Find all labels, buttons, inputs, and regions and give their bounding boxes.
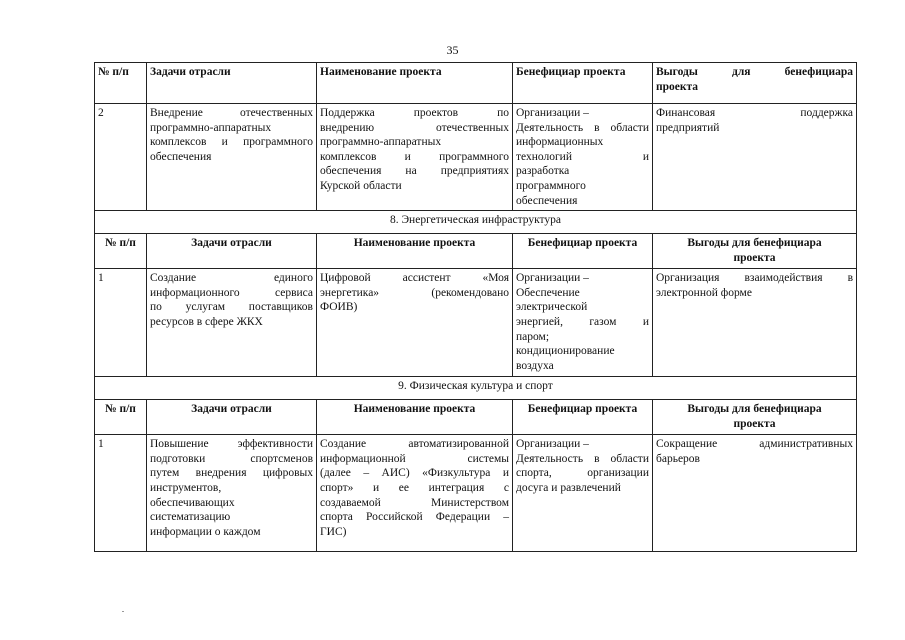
- text-line: систематизацию: [150, 511, 231, 524]
- table-row: [95, 269, 857, 377]
- text-line: Деятельность в области: [516, 452, 649, 465]
- text-line: Обеспечение: [516, 286, 580, 299]
- header-benefits-line: Выгоды для бенефициара: [687, 403, 822, 416]
- text-line: обеспечивающих: [150, 496, 235, 509]
- text-line: кондиционирование: [516, 345, 615, 358]
- row-beneficiary: [513, 269, 653, 377]
- text-line: Курской области: [320, 179, 402, 192]
- table-header-row: [95, 234, 857, 269]
- text-line: инструментов,: [150, 481, 222, 494]
- text-line: информации о каждом: [150, 525, 261, 538]
- text-line: информационного сервиса: [150, 286, 313, 299]
- text-line: обеспечения на предприятиях: [320, 165, 509, 178]
- text-line: программно-аппаратных: [320, 136, 442, 149]
- text-line: электрической: [516, 301, 588, 314]
- text-line: энергией, газом и: [516, 315, 649, 328]
- row-tasks: [147, 269, 317, 377]
- row-num: 2: [95, 104, 147, 211]
- text-line: досуга и развлечений: [516, 481, 621, 494]
- text-line: спорт» и ее интеграция с: [320, 481, 509, 494]
- header-project: Наименование проекта: [317, 400, 513, 435]
- header-num: № п/п: [95, 63, 147, 104]
- table-row: [95, 104, 857, 211]
- header-benefits-line: проекта: [733, 417, 776, 430]
- text-line: Организации –: [516, 107, 589, 119]
- table-row: [95, 435, 857, 552]
- text-line: Организация взаимодействия в: [656, 272, 853, 285]
- text-line: обеспечения: [516, 194, 578, 207]
- table-header-row: [95, 400, 857, 435]
- text-line: комплексов и программного: [150, 136, 313, 149]
- header-tasks: Задачи отрасли: [147, 234, 317, 269]
- text-line: Цифровой ассистент «Моя: [320, 272, 509, 285]
- text-line: Сокращение административных: [656, 438, 853, 451]
- text-line: электронной форме: [656, 286, 752, 299]
- header-tasks: Задачи отрасли: [147, 63, 317, 104]
- text-line: Организации –: [516, 272, 589, 285]
- header-beneficiary: Бенефициар проекта: [513, 400, 653, 435]
- text-line: (далее – АИС) «Физкультура и: [320, 467, 509, 480]
- text-line: предприятий: [656, 121, 720, 134]
- text-line: комплексов и программного: [320, 150, 509, 163]
- header-benefits-line: проекта: [733, 251, 776, 264]
- text-line: Организации –: [516, 438, 589, 451]
- text-line: воздуха: [516, 359, 554, 372]
- row-beneficiary: [513, 435, 653, 552]
- row-benefits: [653, 269, 857, 377]
- text-line: спорта Российской Федерации –: [320, 511, 509, 524]
- row-project: [317, 435, 513, 552]
- text-line: Создание единого: [150, 272, 313, 285]
- row-project: [317, 104, 513, 211]
- row-project: [317, 269, 513, 377]
- row-num: 1: [95, 435, 147, 552]
- header-beneficiary: Бенефициар проекта: [513, 234, 653, 269]
- text-line: Поддержка проектов по: [320, 107, 509, 119]
- header-num: № п/п: [95, 400, 147, 435]
- text-line: программно-аппаратных: [150, 121, 272, 134]
- text-line: информационных: [516, 136, 604, 149]
- text-line: путем внедрения цифровых: [150, 467, 313, 480]
- text-line: Создание автоматизированной: [320, 438, 509, 451]
- section-heading-row: [95, 211, 857, 234]
- text-line: технологий и: [516, 150, 649, 163]
- table-header-row: [95, 63, 857, 104]
- projects-table: [94, 62, 857, 552]
- section-title: 9. Физическая культура и спорт: [95, 377, 857, 400]
- text-line: внедрению отечественных: [320, 121, 509, 134]
- text-line: ресурсов в сфере ЖКХ: [150, 315, 263, 328]
- text-line: разработка: [516, 165, 570, 178]
- row-beneficiary: [513, 104, 653, 211]
- text-line: паром;: [516, 330, 550, 343]
- header-benefits-line: Выгоды для бенефициара: [687, 237, 822, 250]
- header-beneficiary: Бенефициар проекта: [513, 63, 653, 104]
- header-benefits-line: проекта: [656, 80, 699, 93]
- text-line: по услугам поставщиков: [150, 301, 313, 314]
- section-heading-row: [95, 377, 857, 400]
- section-title: 8. Энергетическая инфраструктура: [95, 211, 857, 234]
- text-line: подготовки спортсменов: [150, 452, 313, 465]
- page-number: 35: [446, 43, 459, 57]
- text-line: информационной системы: [320, 452, 509, 465]
- header-benefits: [653, 63, 857, 104]
- text-line: Повышение эффективности: [150, 438, 313, 451]
- row-benefits: [653, 104, 857, 211]
- header-benefits: [653, 234, 857, 269]
- header-project: Наименование проекта: [317, 63, 513, 104]
- text-line: барьеров: [656, 452, 700, 465]
- text-line: Деятельность в области: [516, 121, 649, 134]
- text-line: спорта, организации: [516, 467, 649, 480]
- row-tasks: [147, 104, 317, 211]
- row-num: 1: [95, 269, 147, 377]
- text-line: обеспечения: [150, 150, 212, 163]
- text-line: ГИС): [320, 525, 347, 538]
- header-benefits-line: Выгоды для бенефициара: [656, 66, 853, 78]
- row-tasks: [147, 435, 317, 552]
- header-num: № п/п: [95, 234, 147, 269]
- header-project: Наименование проекта: [317, 234, 513, 269]
- header-tasks: Задачи отрасли: [147, 400, 317, 435]
- text-line: энергетика» (рекомендовано: [320, 286, 509, 299]
- scan-speck: [122, 611, 124, 612]
- text-line: Внедрение отечественных: [150, 107, 313, 119]
- row-benefits: [653, 435, 857, 552]
- text-line: Финансовая поддержка: [656, 107, 853, 119]
- text-line: программного: [516, 179, 586, 192]
- text-line: ФОИВ): [320, 301, 358, 314]
- header-benefits: [653, 400, 857, 435]
- text-line: создаваемой Министерством: [320, 496, 509, 509]
